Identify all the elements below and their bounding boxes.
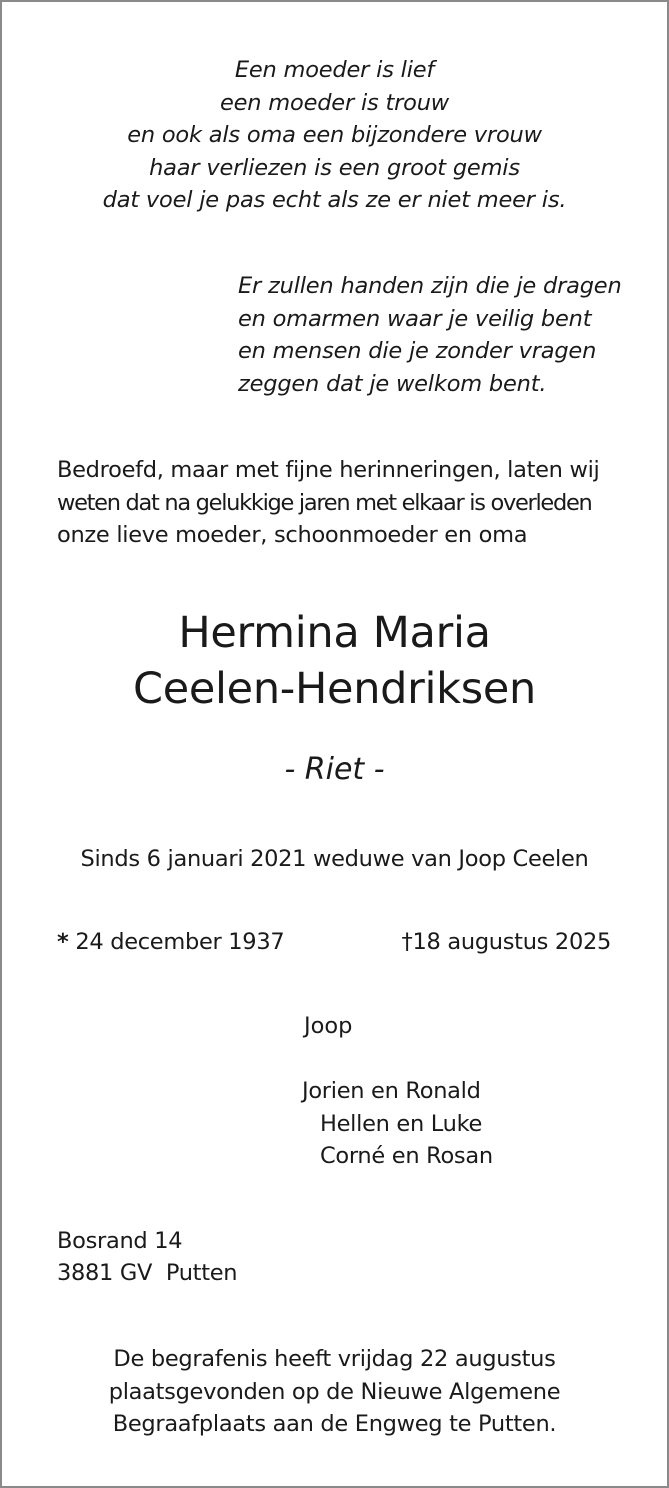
poem-verse-1 — [2, 54, 667, 217]
birth-date — [57, 926, 284, 958]
poem-line: dat voel je pas echt als ze er niet meer is. — [102, 187, 567, 213]
deceased-first-names: Hermina Maria — [178, 608, 491, 658]
deceased-name — [2, 605, 667, 717]
poem-line: Er zullen handen zijn die je dragen — [238, 273, 622, 299]
poem-line: haar verliezen is een groot gemis — [149, 154, 520, 181]
deceased-nickname: - Riet - — [284, 752, 385, 787]
address-postal-city: 3881 GV Putten — [57, 1260, 238, 1286]
family-member: Hellen en Luke — [320, 1110, 483, 1137]
family-members — [302, 1075, 493, 1173]
announcement-intro — [57, 454, 617, 552]
family-head: Joop — [304, 1013, 353, 1039]
death-date — [402, 926, 611, 958]
poem-line: en ook als oma een bijzondere vrouw — [127, 122, 542, 148]
funeral-line: plaatsgevonden op de Nieuwe Algemene — [108, 1378, 561, 1405]
intro-line: Bedroefd, maar met fijne herinneringen, laten wij — [57, 457, 600, 483]
poem-line: Een moeder is lief — [234, 57, 435, 83]
funeral-notice — [2, 1343, 667, 1441]
death-date-text: 18 augustus 2025 — [412, 929, 611, 955]
birth-star-icon: * — [57, 929, 69, 955]
funeral-line: De begrafenis heeft vrijdag 22 augustus — [113, 1346, 556, 1372]
death-cross-icon: † — [401, 929, 413, 955]
poem-line: en mensen die je zonder vragen — [238, 338, 597, 364]
funeral-line: Begraafplaats aan de Engweg te Putten. — [112, 1411, 557, 1437]
poem-line: een moeder is trouw — [220, 89, 449, 116]
correspondence-address — [57, 1225, 237, 1289]
address-street: Bosrand 14 — [57, 1228, 183, 1254]
intro-line: weten dat na gelukkige jaren met elkaar is overleden — [57, 489, 592, 516]
deceased-surname: Ceelen-Hendriksen — [133, 664, 536, 714]
birth-date-text: 24 december 1937 — [75, 929, 285, 955]
poem-line: zeggen dat je welkom bent. — [238, 370, 547, 397]
poem-verse-2 — [238, 270, 658, 400]
family-member: Corné en Rosan — [320, 1143, 493, 1169]
family-member: Jorien en Ronald — [302, 1078, 481, 1104]
widow-line: Sinds 6 januari 2021 weduwe van Joop Ceelen — [80, 846, 589, 872]
intro-line: onze lieve moeder, schoonmoeder en oma — [57, 522, 528, 548]
poem-line: en omarmen waar je veilig bent — [238, 305, 592, 332]
